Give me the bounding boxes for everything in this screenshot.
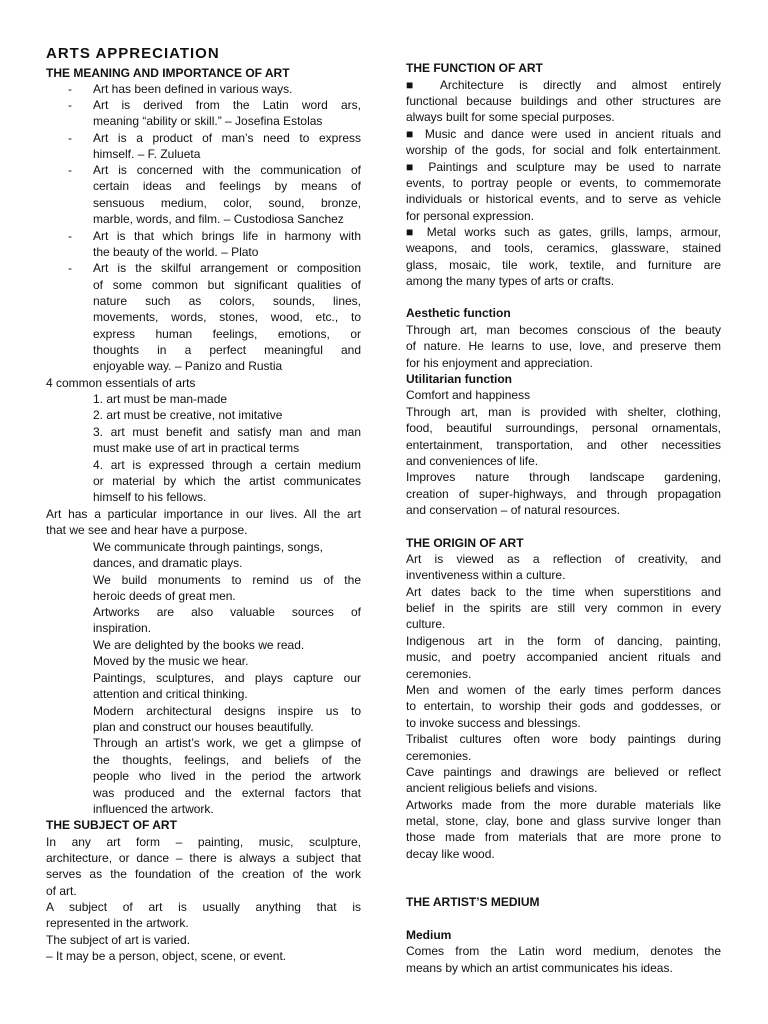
- meaning-line: meaning “ability or skill.” – Josefina Estolas: [93, 114, 323, 128]
- aesthetic-line: for his enjoyment and appreciation.: [406, 356, 593, 370]
- purpose-item: Paintings, sculptures, and plays capture our: [93, 671, 361, 685]
- purpose-item: heroic deeds of great men.: [93, 589, 236, 603]
- document-title: ARTS APPRECIATION: [46, 45, 220, 62]
- subject-line: of art.: [46, 884, 77, 898]
- bullet-dash: -: [68, 261, 72, 275]
- essentials-line: 2. art must be creative, not imitative: [93, 408, 283, 422]
- bullet-dash: -: [68, 82, 72, 96]
- function-line: for personal expression.: [406, 209, 535, 223]
- meaning-line: thoughts in a perfect meaningful and: [93, 343, 361, 357]
- bullet-dash: -: [68, 163, 72, 177]
- origin-line: Art dates back to the time when superstitions and: [406, 585, 721, 599]
- meaning-line: Art has been defined in various ways.: [93, 82, 293, 96]
- essentials-line: must make use of art in practical terms: [93, 441, 300, 455]
- function-line: individuals or historical events, and to serve as vehicle: [406, 192, 721, 206]
- essentials-line: himself to his fellows.: [93, 490, 207, 504]
- utilitarian-line: food, beautiful surroundings, personal ornamentals,: [406, 421, 721, 435]
- meaning-line: express human feelings, emotions, or: [93, 327, 361, 341]
- function-line: events, to portray people or events, to commemorate: [406, 176, 721, 190]
- meaning-line: sensuous medium, color, sound, bronze,: [93, 196, 361, 210]
- meaning-line: nature such as colors, sounds, lines,: [93, 294, 361, 308]
- origin-line: ceremonies.: [406, 749, 472, 763]
- origin-line: Indigenous art in the form of dancing, painting,: [406, 634, 721, 648]
- meaning-line: the beauty of the world. – Plato: [93, 245, 259, 259]
- purpose-item: attention and critical thinking.: [93, 687, 248, 701]
- meaning-line: Art is the skilful arrangement or composition: [93, 261, 361, 275]
- subject-line: represented in the artwork.: [46, 916, 189, 930]
- purpose-item: Through an artist’s work, we get a glimpse of: [93, 736, 361, 750]
- function-line: functional because buildings and other structures are: [406, 94, 721, 108]
- utilitarian-line: Improves nature through landscape gardening,: [406, 470, 721, 484]
- medium-line: means by which an artist communicates his ideas.: [406, 961, 673, 975]
- medium-line: Comes from the Latin word medium, denotes the: [406, 944, 721, 958]
- function-line: weapons, and tools, ceramics, glassware, stained: [406, 241, 721, 255]
- origin-line: metal, stone, clay, bone and glass survive longer than: [406, 814, 721, 828]
- meaning-line: enjoyable way. – Panizo and Rustia: [93, 359, 283, 373]
- purpose-item: plan and construct our houses beautifully.: [93, 720, 314, 734]
- origin-line: to invoke success and blessings.: [406, 716, 581, 730]
- purpose-item: the thoughts, feelings, and beliefs of the: [93, 753, 361, 767]
- medium-heading: THE ARTIST’S MEDIUM: [406, 895, 540, 909]
- essentials-line: 3. art must benefit and satisfy man and man: [93, 425, 361, 439]
- function-line: ■ Architecture is directly and almost entirely: [406, 78, 721, 92]
- aesthetic-heading: Aesthetic function: [406, 306, 511, 320]
- essentials-line: 1. art must be man-made: [93, 392, 228, 406]
- purpose-item: people who lived in the period the artwork: [93, 769, 361, 783]
- function-line: ■ Metal works such as gates, grills, lamps, armour,: [406, 225, 721, 239]
- meaning-line: of some common but significant qualities of: [93, 278, 361, 292]
- subject-line: A subject of art is usually anything that is: [46, 900, 361, 914]
- essentials-line: 4. art is expressed through a certain medium: [93, 458, 361, 472]
- origin-line: ceremonies.: [406, 667, 472, 681]
- purpose-item: We are delighted by the books we read.: [93, 638, 305, 652]
- purpose-item: was produced and the external factors that: [93, 786, 361, 800]
- bullet-dash: -: [68, 98, 72, 112]
- utilitarian-line: creation of super-highways, and through propagation: [406, 487, 721, 501]
- meaning-line: Art is a product of man’s need to express: [93, 131, 361, 145]
- origin-line: Tribalist cultures often wore body paintings during: [406, 732, 721, 746]
- origin-line: to entertain, to worship their gods and goddesses, or: [406, 699, 721, 713]
- utilitarian-line: Comfort and happiness: [406, 388, 531, 402]
- utilitarian-line: and conservation – of natural resources.: [406, 503, 621, 517]
- utilitarian-line: Through art, man is provided with shelter, clothing,: [406, 405, 721, 419]
- essentials-heading: 4 common essentials of arts: [46, 376, 196, 390]
- function-line: ■ Paintings and sculpture may be used to narrate: [406, 160, 721, 174]
- purpose-item: We build monuments to remind us of the: [93, 573, 361, 587]
- subject-line: architecture, or dance – there is always a subject that: [46, 851, 361, 865]
- meaning-line: Art is derived from the Latin word ars,: [93, 98, 361, 112]
- utilitarian-line: and conveniences of life.: [406, 454, 539, 468]
- meaning-line: Art is concerned with the communication of: [93, 163, 361, 177]
- origin-line: Artworks made from the more durable materials like: [406, 798, 721, 812]
- origin-line: music, and poetry accompanied ancient rituals and: [406, 650, 721, 664]
- purpose-item: dances, and dramatic plays.: [93, 556, 243, 570]
- origin-line: belief in the spirits are still very common in every: [406, 601, 721, 615]
- bullet-dash: -: [68, 131, 72, 145]
- origin-line: Art is viewed as a reflection of creativity, and: [406, 552, 721, 566]
- bullet-dash: -: [68, 229, 72, 243]
- function-line: ■ Music and dance were used in ancient rituals and: [406, 127, 721, 141]
- origin-line: culture.: [406, 617, 446, 631]
- subject-heading: THE SUBJECT OF ART: [46, 818, 177, 832]
- origin-line: those made from materials that are more prone to: [406, 830, 721, 844]
- meaning-line: himself. – F. Zulueta: [93, 147, 201, 161]
- meaning-line: marble, words, and film. – Custodiosa Sanchez: [93, 212, 344, 226]
- function-heading: THE FUNCTION OF ART: [406, 61, 543, 75]
- medium-subheading: Medium: [406, 928, 452, 942]
- subject-line: serves as the foundation of the creation of the work: [46, 867, 361, 881]
- purpose-item: We communicate through paintings, songs,: [93, 540, 323, 554]
- utilitarian-heading: Utilitarian function: [406, 372, 512, 386]
- purpose-item: Moved by the music we hear.: [93, 654, 249, 668]
- function-line: worship of the gods, for social and folk entertainment.: [406, 143, 721, 157]
- meaning-line: Art is that which brings life in harmony with: [93, 229, 361, 243]
- essentials-line: or material by which the artist communicates: [93, 474, 361, 488]
- purpose-line: Art has a particular importance in our lives. All the art: [46, 507, 361, 521]
- origin-heading: THE ORIGIN OF ART: [406, 536, 524, 550]
- origin-line: decay like wood.: [406, 847, 495, 861]
- purpose-line: that we see and hear have a purpose.: [46, 523, 248, 537]
- subject-line: The subject of art is varied.: [46, 933, 191, 947]
- origin-line: inventiveness within a culture.: [406, 568, 566, 582]
- function-line: among the many types of arts or crafts.: [406, 274, 615, 288]
- subject-line: – It may be a person, object, scene, or event.: [46, 949, 287, 963]
- origin-line: Cave paintings and drawings are believed or reflect: [406, 765, 721, 779]
- meaning-line: movements, words, stones, wood, etc., to: [93, 310, 361, 324]
- aesthetic-line: of nature. He learns to use, love, and preserve them: [406, 339, 721, 353]
- function-line: glass, mosaic, tile work, textile, and furniture are: [406, 258, 721, 272]
- purpose-item: influenced the artwork.: [93, 802, 214, 816]
- purpose-item: inspiration.: [93, 621, 152, 635]
- meaning-heading: THE MEANING AND IMPORTANCE OF ART: [46, 66, 290, 80]
- subject-line: In any art form – painting, music, sculpture,: [46, 835, 361, 849]
- purpose-item: Modern architectural designs inspire us to: [93, 704, 361, 718]
- function-line: always built for some special purposes.: [406, 110, 615, 124]
- utilitarian-line: entertainment, transportation, and other necessities: [406, 438, 721, 452]
- aesthetic-line: Through art, man becomes conscious of the beauty: [406, 323, 721, 337]
- origin-line: ancient religious beliefs and visions.: [406, 781, 598, 795]
- origin-line: Men and women of the early times perform dances: [406, 683, 721, 697]
- meaning-line: certain ideas and feelings by means of: [93, 179, 361, 193]
- purpose-item: Artworks are also valuable sources of: [93, 605, 361, 619]
